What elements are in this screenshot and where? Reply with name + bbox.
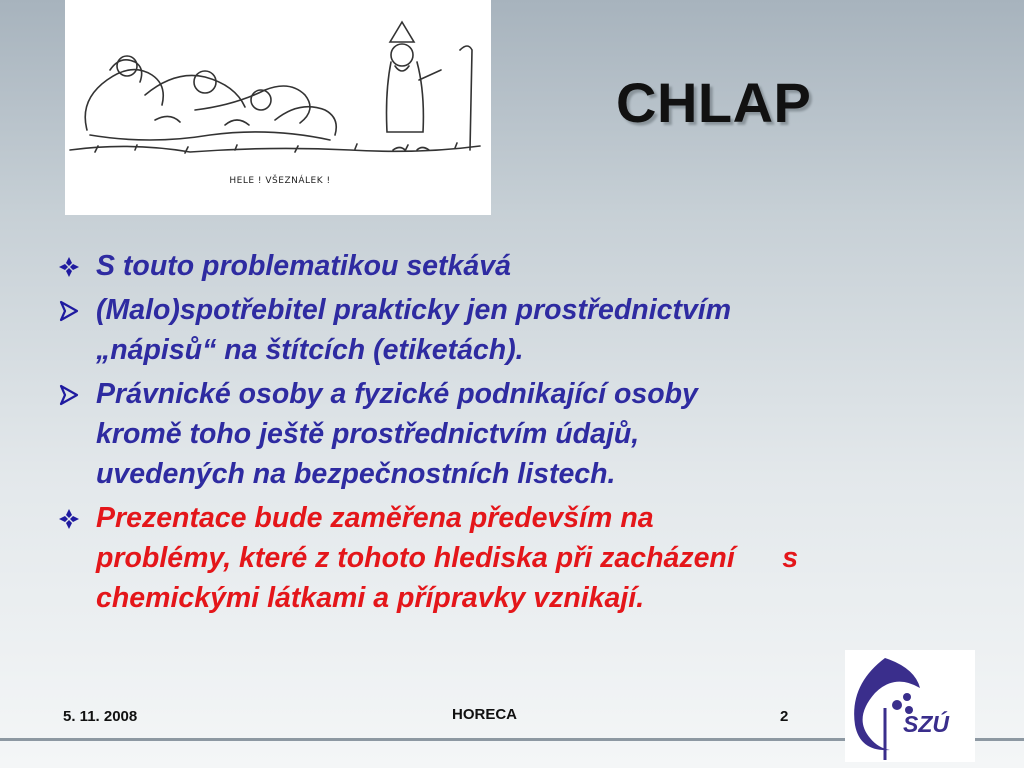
slide-title: CHLAP: [616, 71, 812, 134]
arrow-bullet-icon: [58, 290, 82, 322]
bullet-item: [52, 290, 972, 370]
bullet-text-line: (Malo)spotřebitel prakticky jen prostřednictvím: [96, 294, 732, 326]
szu-logo-icon: [845, 650, 975, 762]
bullet-item-highlight: [52, 498, 972, 618]
bullet-text-line: Prezentace bude zaměřena především na: [96, 502, 654, 534]
bullet-text-line: „nápisů“ na štítcích (etiketách).: [96, 334, 524, 366]
diamond-bullet-icon: [58, 498, 82, 530]
bullet-text-line: kromě toho ještě prostřednictvím údajů,: [96, 418, 640, 450]
footer-title: HORECA: [452, 706, 518, 723]
arrow-bullet-icon: [58, 374, 82, 406]
bullet-text-line: problémy, které z tohoto hlediska při zacházení s: [96, 542, 799, 574]
diamond-bullet-icon: [58, 246, 82, 278]
bullet-item: [52, 246, 972, 286]
bullet-list: [52, 246, 972, 622]
bullet-text-line: chemickými látkami a přípravky vznikají.: [96, 582, 645, 614]
szu-logo: [845, 650, 975, 762]
bullet-item: [52, 374, 972, 494]
bullet-text-line: Právnické osoby a fyzické podnikající osoby: [96, 378, 698, 410]
bullet-text-line: uvedených na bezpečnostních listech.: [96, 458, 616, 490]
footer-date: 5. 11. 2008: [63, 708, 138, 725]
logo-text: SZÚ: [903, 711, 949, 737]
bullet-text: S touto problematikou setkává: [96, 250, 511, 282]
page-number: 2: [780, 708, 789, 725]
cartoon-image: [65, 0, 491, 215]
cartoon-caption: HELE ! VŠEZNÁLEK !: [229, 176, 331, 186]
